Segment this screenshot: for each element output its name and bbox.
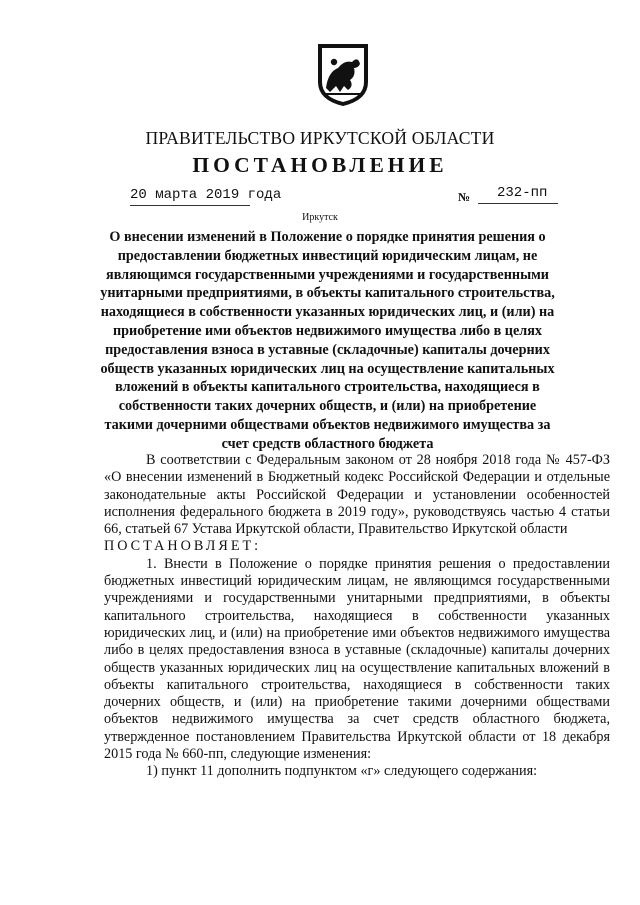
document-type: ПОСТАНОВЛЕНИЕ (192, 153, 448, 177)
decree-date: 20 марта 2019 года (130, 187, 282, 203)
date-underline (130, 205, 250, 206)
resolves-heading: ПОСТАНОВЛЯЕТ: (104, 538, 262, 555)
decree-body (104, 452, 610, 781)
city-name: Иркутск (302, 212, 338, 223)
irkutsk-coat-of-arms-icon (314, 42, 372, 108)
preamble-paragraph: В соответствии с Федеральным законом от 28 ноября 2018 года № 457-ФЗ «О внесении изменений в Бюджетный кодекс Российской Федерации и отдельные законодательные акты Российской Федерации и установлении особенностей исполнения федерального бюджета в 2019 году», руководствуясь частью 4 статьи 66, статьей 67 Устава Иркутской области, Правительство Иркутской области (104, 452, 610, 538)
subitem-1-paragraph: 1) пункт 11 дополнить подпунктом «г» следующего содержания: (146, 763, 538, 780)
number-underline (478, 203, 558, 204)
number-sign: № (458, 190, 471, 204)
item-1-paragraph: 1. Внести в Положение о порядке принятия решения о предоставлении бюджетных инвестиций юридическим лицам, не являющимся государственными учреждениями и государственными унитарными предприятиями, в объекты капитального строительства, находящиеся в собственности указанных юридических лиц, и (или) на приобретение ими объектов недвижимого имущества либо в целях предоставления взноса в уставные (складочные) капиталы дочерних обществ указанных юридических лиц на осуществление капитальных вложений в объекты капитального строительства, находящиеся в собственности таких дочерних обществ, и (или) на приобретение такими дочерними обществами объектов недвижимого имущества за счет средств областного бюджета, утвержденное постановлением Правительства Иркутской области от 18 декабря 2015 года № 660-пп, следующие изменения: (104, 555, 610, 763)
government-name: ПРАВИТЕЛЬСТВО ИРКУТСКОЙ ОБЛАСТИ (145, 128, 495, 148)
decree-title: О внесении изменений в Положение о порядке принятия решения о предоставлении бюджетных инвестиций юридическим лицам, не являющимся государственными учреждениями и государственными унитарными предприятиями, в объекты капитального строительства, находящиеся в собственности указанных юридических лиц, и (или) на приобретение ими объектов недвижимого имущества либо в целях предоставления взноса в уставные (складочные) капиталы дочерних обществ указанных юридических лиц на осуществление капитальных вложений в объекты капитального строительства, находящиеся в собственности таких дочерних обществ, и (или) на приобретение такими дочерними обществами объектов недвижимого имущества за счет средств областного бюджета (100, 229, 555, 452)
decree-number: 232-пп (497, 185, 548, 201)
